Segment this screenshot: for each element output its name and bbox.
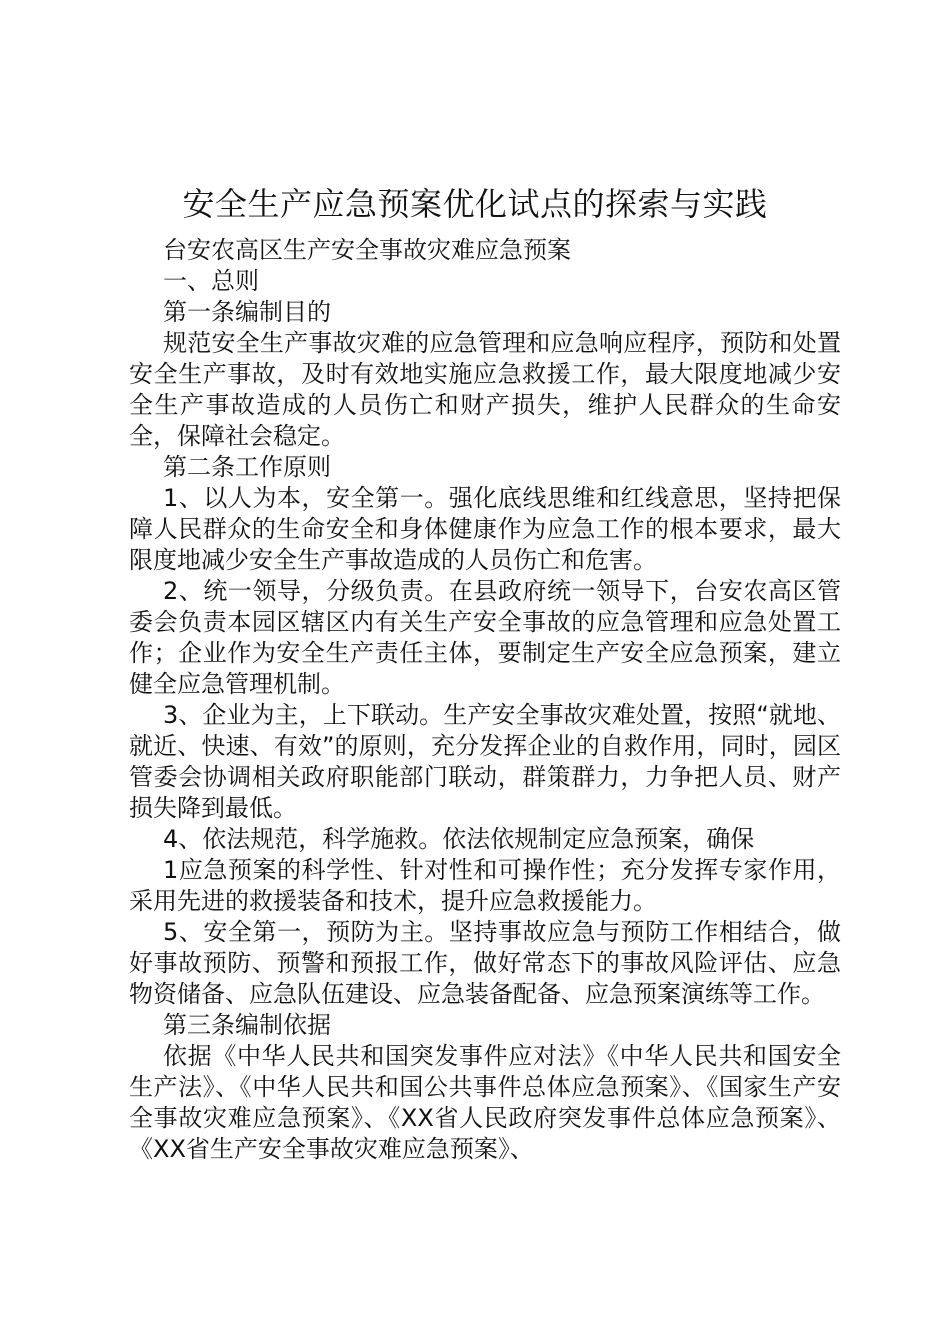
document-body [129, 235, 841, 1165]
article-heading: 第三条编制依据 [163, 1011, 331, 1039]
body-paragraph: 2、统一领导，分级负责。在县政府统一领导下，台安农高区管委会负责本园区辖区内有关生产安全事故的应急管理和应急处置工作；企业作为安全生产责任主体，要制定生产安全应急预案，建立健全应急管理机制。 [129, 577, 841, 698]
body-paragraph: 依据《中华人民共和国突发事件应对法》《中华人民共和国安全生产法》、《中华人民共和国公共事件总体应急预案》、《国家生产安全事故灾难应急预案》、《XX省人民政府突发事件总体应急预案》、《XX省生产安全事故灾难应急预案》、 [129, 1042, 841, 1163]
body-paragraph: 1、以人为本，安全第一。强化底线思维和红线意思，坚持把保障人民群众的生命安全和身体健康作为应急工作的根本要求，最大限度地减少安全生产事故造成的人员伤亡和危害。 [129, 484, 841, 574]
body-paragraph: 4、依法规范，科学施救。依法依规制定应急预案，确保 [163, 825, 755, 853]
document-title: 安全生产应急预案优化试点的探索与实践 [182, 185, 768, 223]
article-heading: 第一条编制目的 [163, 298, 331, 326]
body-paragraph: 3、企业为主，上下联动。生产安全事故灾难处置，按照“就地、就近、快速、有效”的原则，充分发挥企业的自救作用，同时，园区管委会协调相关政府职能部门联动，群策群力，力争把人员、财产损失降到最低。 [129, 701, 841, 822]
body-paragraph: 1应急预案的科学性、针对性和可操作性；充分发挥专家作用，采用先进的救援装备和技术，提升应急救援能力。 [129, 856, 841, 915]
article-heading: 第二条工作原则 [163, 453, 331, 481]
section-heading: 一、总则 [163, 267, 259, 295]
body-paragraph: 5、安全第一，预防为主。坚持事故应急与预防工作相结合，做好事故预防、预警和预报工作，做好常态下的事故风险评估、应急物资储备、应急队伍建设、应急装备配备、应急预案演练等工作。 [129, 918, 841, 1008]
subtitle-paragraph: 台安农高区生产安全事故灾难应急预案 [163, 236, 571, 264]
body-paragraph: 规范安全生产事故灾难的应急管理和应急响应程序，预防和处置安全生产事故，及时有效地实施应急救援工作，最大限度地减少安全生产事故造成的人员伤亡和财产损失，维护人民群众的生命安全，保障社会稳定。 [129, 329, 841, 450]
